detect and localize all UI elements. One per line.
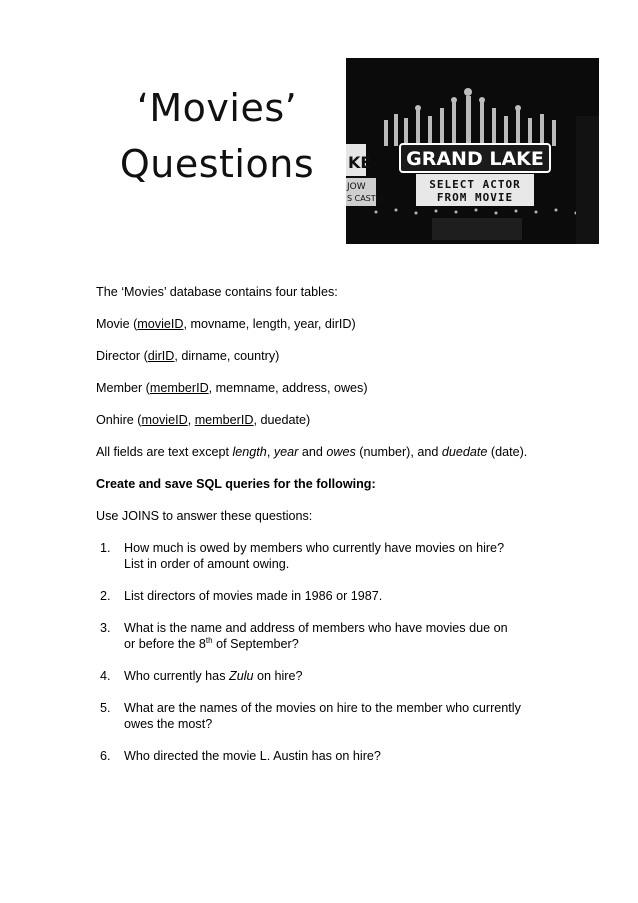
sign-main-text: GRAND LAKE [406, 148, 544, 170]
note-text: , [266, 445, 274, 459]
question-text: What is the name and address of members who have movies due on [124, 621, 508, 635]
question-text: Who directed the movie L. Austin has on hire? [124, 749, 381, 763]
table-name: Movie ( [96, 317, 138, 331]
question-text-part: or before the 8 [124, 637, 206, 651]
note-text: and [298, 445, 327, 459]
separator: , [187, 413, 195, 427]
marquee-line-1: SELECT ACTOR [429, 178, 521, 191]
intro-text: The ‘Movies’ database contains four tables: [96, 285, 338, 299]
sign-side-text: KE [348, 153, 372, 172]
field-duedate: duedate [441, 445, 488, 459]
question-text: owes the most? [124, 717, 213, 731]
question-list [96, 540, 596, 764]
primary-key: movieID [141, 413, 188, 427]
joins-note: Use JOINS to answer these questions: [96, 509, 313, 523]
table-fields: , memname, address, owes) [208, 381, 368, 395]
question-number: 6. [100, 749, 111, 763]
question-text [124, 668, 596, 684]
note-text: (date). [487, 445, 528, 459]
title-line-1: ‘Movies’ [136, 86, 298, 130]
question-item [100, 540, 596, 572]
movie-title: Zulu [229, 669, 254, 683]
table-name: Onhire ( [96, 413, 142, 427]
primary-key: movieID [137, 317, 184, 331]
table-director [96, 348, 596, 364]
document-body [96, 284, 596, 780]
note-text: (number), and [355, 445, 442, 459]
table-name: Member ( [96, 381, 150, 395]
grand-lake-theatre-photo [346, 58, 599, 244]
fields-note [96, 444, 596, 460]
table-movie [96, 316, 596, 332]
field-year: year [273, 445, 299, 459]
page-title [112, 80, 322, 192]
side-line-1: JOW [347, 182, 366, 192]
primary-key: memberID [194, 413, 254, 427]
table-onhire [96, 412, 596, 428]
table-fields: , dirname, country) [174, 349, 280, 363]
question-number: 1. [100, 541, 111, 555]
question-text-part: on hire? [253, 669, 303, 683]
question-item [100, 668, 596, 684]
question-item [100, 588, 596, 604]
question-text: How much is owed by members who currently have movies on hire? [124, 541, 505, 555]
ordinal-suffix: th [205, 636, 213, 645]
question-text-part: of September? [212, 637, 299, 651]
field-owes: owes [326, 445, 356, 459]
title-line-2: Questions [119, 142, 315, 186]
side-line-2: S CASTLE [347, 194, 386, 203]
question-text-part: Who currently has [124, 669, 229, 683]
question-number: 2. [100, 589, 111, 603]
question-number: 3. [100, 621, 111, 635]
primary-key: dirID [147, 349, 175, 363]
question-number: 5. [100, 701, 111, 715]
question-item [100, 620, 596, 652]
question-item [100, 700, 596, 732]
question-item [100, 748, 596, 764]
table-member [96, 380, 596, 396]
note-text: All fields are text except [96, 445, 233, 459]
instruction-heading: Create and save SQL queries for the following: [96, 477, 376, 491]
table-name: Director ( [96, 349, 148, 363]
question-text [124, 636, 596, 652]
table-fields: , movname, length, year, dirID) [183, 317, 356, 331]
field-length: length [232, 445, 267, 459]
question-number: 4. [100, 669, 111, 683]
table-fields: , duedate) [253, 413, 311, 427]
question-text: What are the names of the movies on hire to the member who currently [124, 701, 521, 715]
question-text: List directors of movies made in 1986 or 1987. [124, 589, 383, 603]
marquee-line-2: FROM MOVIE [436, 191, 514, 204]
question-text: List in order of amount owing. [124, 557, 290, 571]
primary-key: memberID [149, 381, 209, 395]
